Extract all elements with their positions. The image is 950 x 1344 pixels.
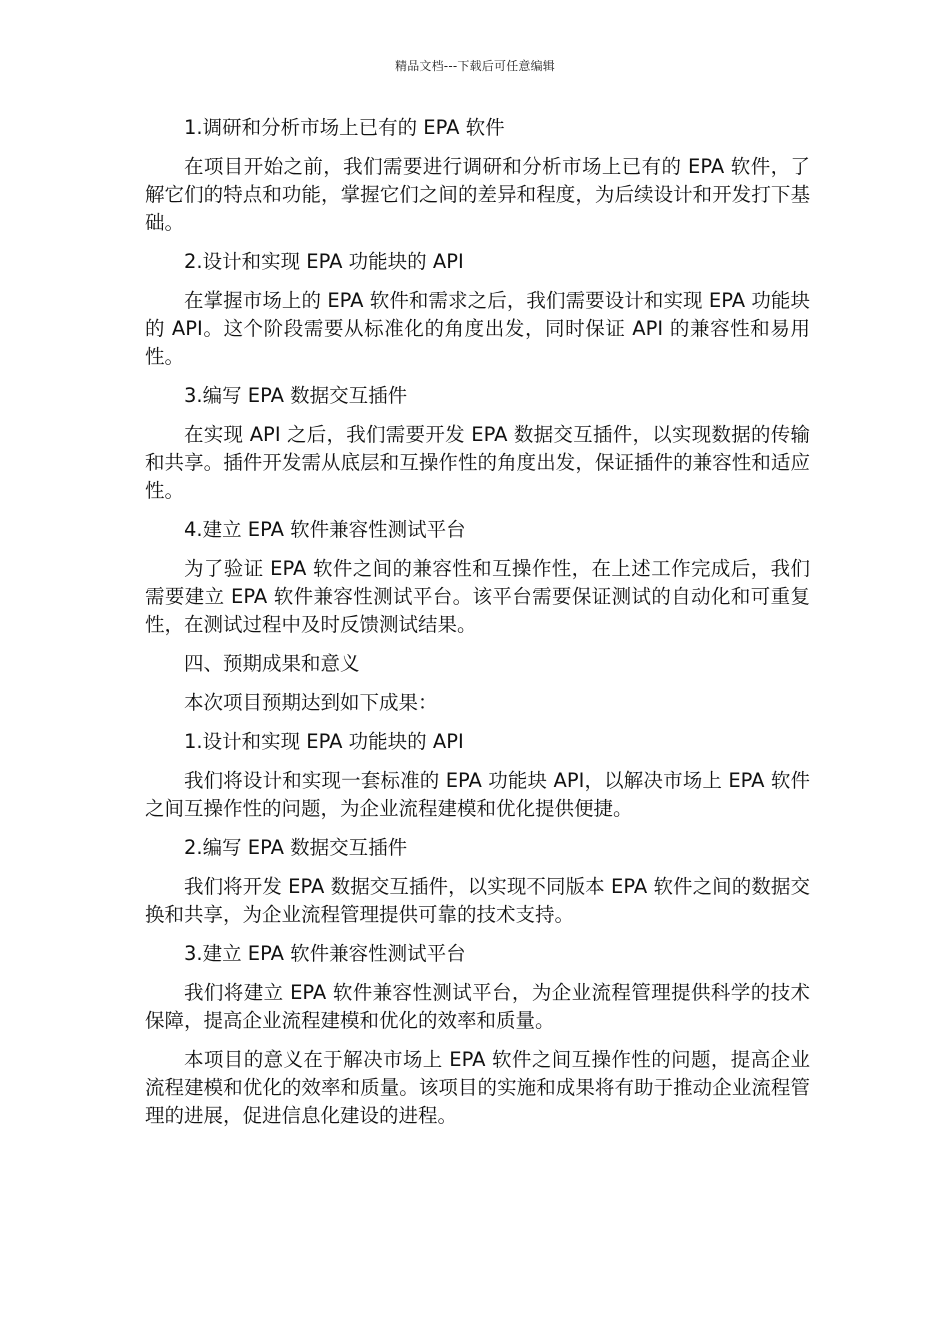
paragraph-significance: 本项目的意义在于解决市场上 EPA 软件之间互操作性的问题，提高企业流程建模和优化的效率和质量。该项目的实施和成果将有助于推动企业流程管理的进展，促进信息化建设的进程。 bbox=[145, 1048, 810, 1127]
paragraph-write-plugin: 在实现 API 之后，我们需要开发 EPA 数据交互插件，以实现数据的传输和共享。插件开发需从底层和互操作性的角度出发，保证插件的兼容性和适应性。 bbox=[145, 423, 810, 502]
heading-result-plugin: 2.编写 EPA 数据交互插件 bbox=[184, 836, 408, 859]
paragraph-design-api: 在掌握市场上的 EPA 软件和需求之后，我们需要设计和实现 EPA 功能块的 API。这个阶段需要从标准化的角度出发，同时保证 API 的兼容性和易用性。 bbox=[145, 289, 810, 368]
page-header: 精品文档---下载后可任意编辑 bbox=[395, 59, 555, 73]
heading-write-plugin: 3.编写 EPA 数据交互插件 bbox=[184, 384, 408, 407]
paragraph-result-platform: 我们将建立 EPA 软件兼容性测试平台，为企业流程管理提供科学的技术保障，提高企业流程建模和优化的效率和质量。 bbox=[145, 981, 810, 1032]
document-body bbox=[145, 114, 810, 1141]
heading-result-platform: 3.建立 EPA 软件兼容性测试平台 bbox=[184, 942, 466, 965]
paragraph-result-plugin: 我们将开发 EPA 数据交互插件，以实现不同版本 EPA 软件之间的数据交换和共享，为企业流程管理提供可靠的技术支持。 bbox=[145, 875, 810, 926]
heading-test-platform: 4.建立 EPA 软件兼容性测试平台 bbox=[184, 518, 466, 541]
paragraph-research: 在项目开始之前，我们需要进行调研和分析市场上已有的 EPA 软件，了解它们的特点和功能，掌握它们之间的差异和程度，为后续设计和开发打下基础。 bbox=[145, 155, 810, 234]
paragraph-test-platform: 为了验证 EPA 软件之间的兼容性和互操作性，在上述工作完成后，我们需要建立 EPA 软件兼容性测试平台。该平台需要保证测试的自动化和可重复性，在测试过程中及时反馈测试结果。 bbox=[145, 557, 810, 636]
heading-research-existing-epa: 1.调研和分析市场上已有的 EPA 软件 bbox=[184, 116, 505, 139]
heading-design-api: 2.设计和实现 EPA 功能块的 API bbox=[184, 250, 464, 273]
paragraph-result-api: 我们将设计和实现一套标准的 EPA 功能块 API，以解决市场上 EPA 软件之间互操作性的问题，为企业流程建模和优化提供便捷。 bbox=[145, 769, 810, 820]
heading-result-api: 1.设计和实现 EPA 功能块的 API bbox=[184, 730, 464, 753]
section-heading-expected-results: 四、预期成果和意义 bbox=[184, 652, 360, 675]
paragraph-results-intro: 本次项目预期达到如下成果： bbox=[184, 691, 438, 714]
